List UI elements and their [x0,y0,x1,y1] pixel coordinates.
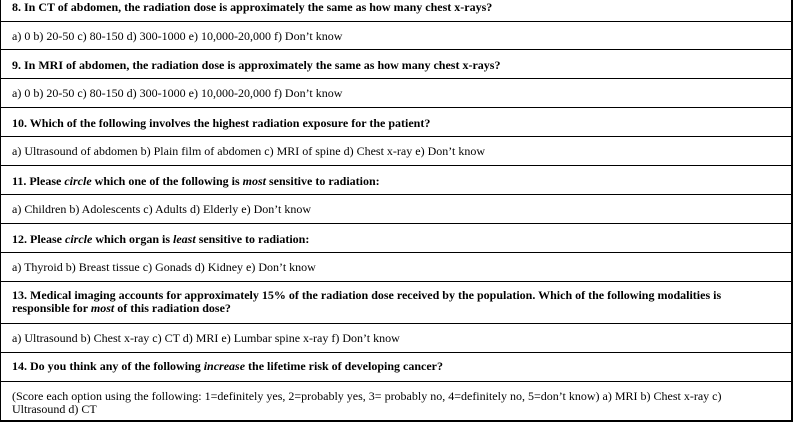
answer-row-12 [1,252,791,281]
answer-row-8 [1,21,791,49]
answer-10-options: a) Ultrasound of abdomen b) Plain film of abdomen c) MRI of spine d) Chest x-ray e) Don’t know [12,144,486,158]
question-13-text: 13. Medical imaging accounts for approximately 15% of the radiation dose received by the population. Which of the following modalities is responsible for most of this radiation dose? [12,288,722,315]
question-11-text: 11. Please circle which one of the following is most sensitive to radiation: [12,174,380,188]
answer-13-options: a) Ultrasound b) Chest x-ray c) CT d) MRI e) Lumbar spine x-ray f) Don’t know [12,331,400,345]
question-10-text: 10. Which of the following involves the highest radiation exposure for the patient? [12,116,431,130]
question-row-14 [1,352,791,381]
question-8-text: 8. In CT of abdomen, the radiation dose is approximately the same as how many chest x-rays? [12,0,493,14]
question-9-text: 9. In MRI of abdomen, the radiation dose is approximately the same as how many chest x-rays? [12,58,501,72]
question-14-text: 14. Do you think any of the following increase the lifetime risk of developing cancer? [12,359,443,373]
answer-12-options: a) Thyroid b) Breast tissue c) Gonads d) Kidney e) Don’t know [12,260,316,274]
answer-row-11 [1,194,791,223]
question-row-10 [1,107,791,136]
question-12-text: 12. Please circle which organ is least sensitive to radiation: [12,232,310,246]
answer-11-options: a) Children b) Adolescents c) Adults d) Elderly e) Don’t know [12,202,312,216]
question-row-9 [1,49,791,78]
question-row-8 [1,0,791,21]
question-row-13 [1,281,791,323]
answer-row-9 [1,78,791,107]
answer-row-10 [1,136,791,165]
answer-row-14 [1,381,791,421]
answer-14-options: (Score each option using the following: 1=definitely yes, 2=probably yes, 3= probably no, 4=definitely no, 5=don’t know) a) MRI b) Chest x-ray c) Ultrasound d) CT [12,389,722,416]
answer-8-options: a) 0 b) 20-50 c) 80-150 d) 300-1000 e) 10,000-20,000 f) Don’t know [12,29,343,43]
answer-row-13 [1,323,791,352]
answer-9-options: a) 0 b) 20-50 c) 80-150 d) 300-1000 e) 10,000-20,000 f) Don’t know [12,86,343,100]
question-row-12 [1,223,791,252]
question-row-11 [1,165,791,194]
